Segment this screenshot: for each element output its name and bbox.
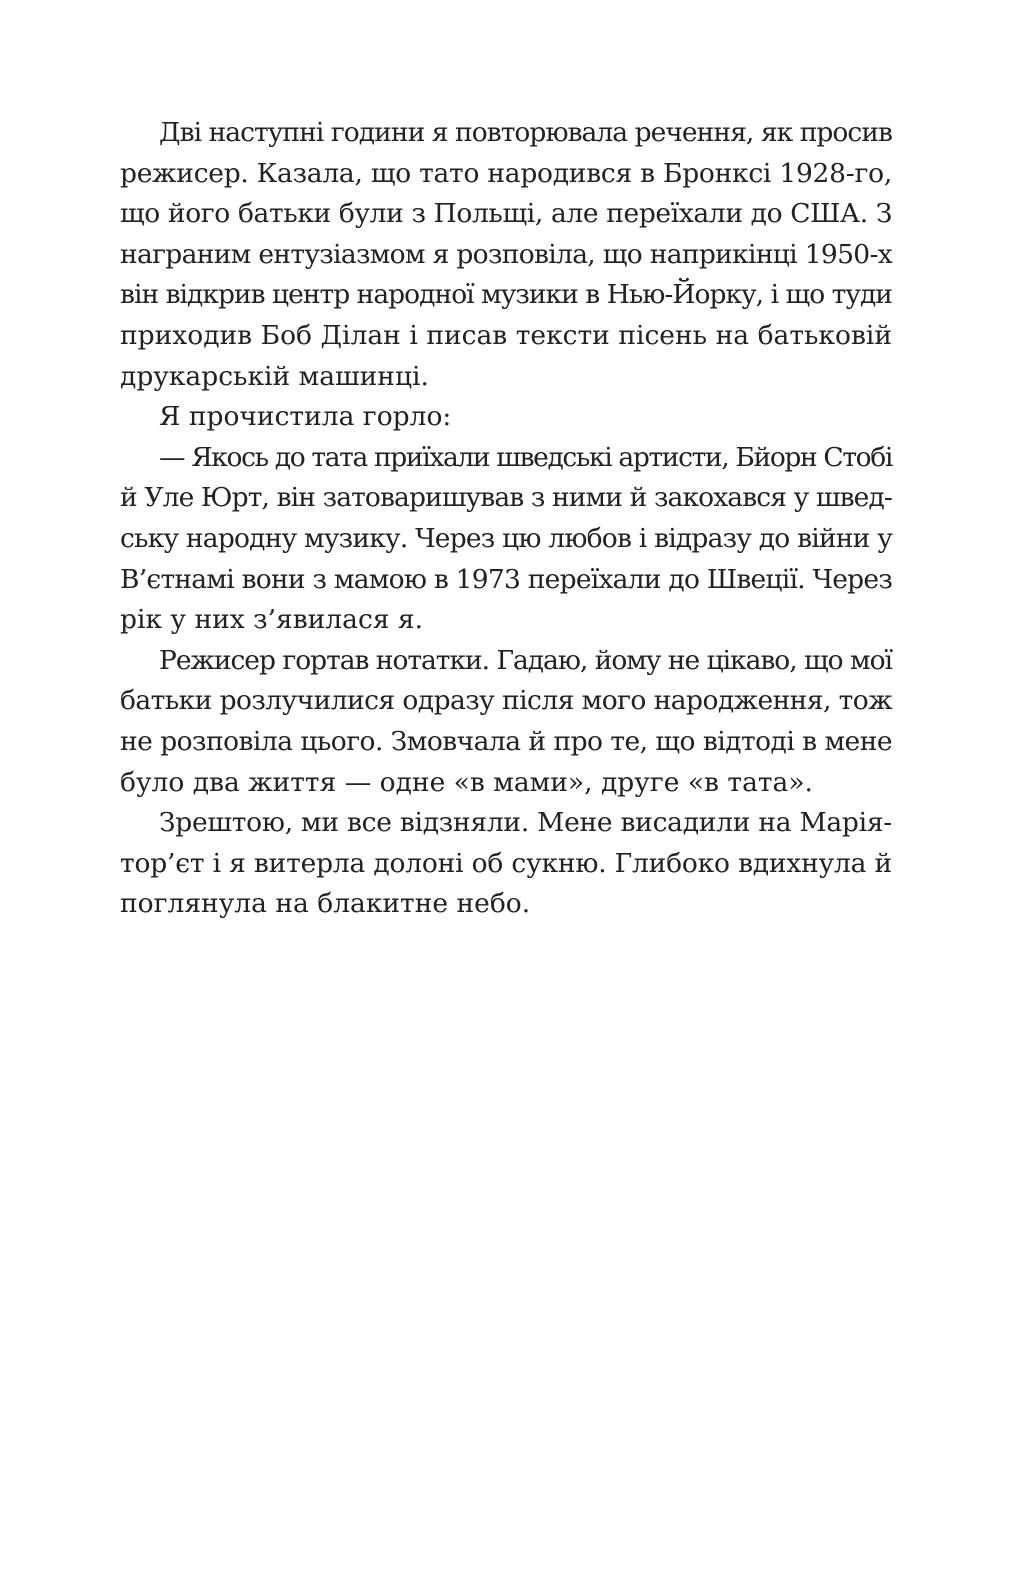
- paragraph: [120, 438, 892, 641]
- text-line: тор’єт і я витерла долоні об сукню. Глибоко вдихнула й: [120, 847, 892, 879]
- text-line: награним ентузіазмом я розповіла, що наприкінці 1950-х: [120, 238, 892, 270]
- paragraph: [120, 641, 892, 803]
- text-line: він відкрив центр народної музики в Нью-Йорку, і що туди: [120, 279, 892, 311]
- paragraph: [120, 113, 892, 397]
- text-line: Зрештою, ми все відзняли. Мене висадили на Марія-: [159, 807, 892, 839]
- text-line: батьки розлучилися одразу після мого народження, тож: [120, 685, 893, 717]
- text-line: режисер. Казала, що тато народився в Бронксі 1928-го,: [120, 157, 892, 189]
- text-line: друкарській машинці.: [120, 360, 429, 392]
- paragraph: [120, 803, 892, 925]
- text-line: В’єтнамі вони з мамою в 1973 переїхали до Швеції. Через: [120, 563, 893, 595]
- text-line: рік у них з’явилася я.: [120, 604, 424, 636]
- text-line: Дві наступні години я повторювала речення, як просив: [159, 117, 893, 148]
- text-line: Я прочистила горло:: [159, 401, 452, 433]
- paragraph: [120, 397, 892, 438]
- text-line: поглянула на блакитне небо.: [120, 888, 531, 920]
- text-line: — Якось до тата приїхали шведські артисти, Бйорн Стобі: [159, 441, 892, 473]
- text-line: ську народну музику. Через цю любов і відразу до війни у: [120, 522, 893, 554]
- text-line: приходив Боб Ділан і писав тексти пісень на батьковій: [120, 319, 892, 351]
- body-text: [120, 113, 892, 925]
- text-line: й Уле Юрт, він затоваришував з ними й закохався у швед-: [120, 482, 893, 514]
- text-line: Режисер гортав нотатки. Гадаю, йому не цікаво, що мої: [159, 644, 892, 676]
- text-line: не розповіла цього. Змовчала й про те, що відтоді в мене: [120, 725, 892, 757]
- text-line: було два життя — одне «в мами», друге «в тата».: [120, 766, 813, 798]
- text-line: що його батьки були з Польщі, але переїхали до США. З: [120, 198, 892, 230]
